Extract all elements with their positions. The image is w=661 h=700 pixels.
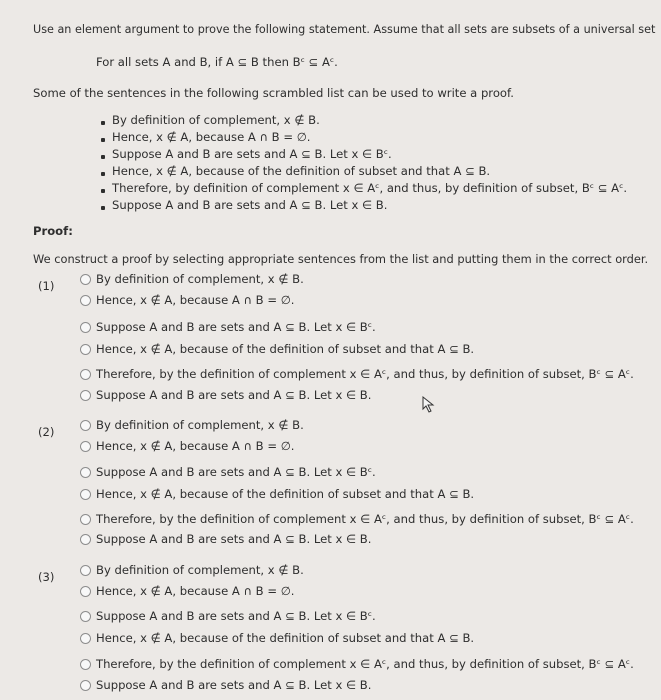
- statement-text: For all sets A and B, if A ⊆ B then Bᶜ ⊆ Aᶜ.: [96, 55, 338, 69]
- proof-intro: We construct a proof by selecting appropriate sentences from the list and putting them in the correct order.: [33, 252, 649, 266]
- list-item: Hence, x ∉ A, because A ∩ B = ∅.: [112, 130, 311, 144]
- list-item: Suppose A and B are sets and A ⊆ B. Let x ∈ B.: [112, 198, 388, 212]
- radio-button[interactable]: [80, 322, 91, 333]
- option-text[interactable]: By definition of complement, x ∉ B.: [96, 418, 304, 432]
- option-text[interactable]: Suppose A and B are sets and A ⊆ B. Let x ∈ Bᶜ.: [96, 320, 376, 334]
- radio-button[interactable]: [80, 680, 91, 691]
- bullet-icon: [101, 189, 105, 193]
- option-text[interactable]: Hence, x ∉ A, because A ∩ B = ∅.: [96, 439, 295, 453]
- radio-button[interactable]: [80, 659, 91, 670]
- list-item: Suppose A and B are sets and A ⊆ B. Let x ∈ Bᶜ.: [112, 147, 392, 161]
- radio-button[interactable]: [80, 390, 91, 401]
- bullet-icon: [101, 155, 105, 159]
- option-text[interactable]: By definition of complement, x ∉ B.: [96, 272, 304, 286]
- option-text[interactable]: Suppose A and B are sets and A ⊆ B. Let x ∈ B.: [96, 532, 372, 546]
- radio-button[interactable]: [80, 489, 91, 500]
- option-text[interactable]: Suppose A and B are sets and A ⊆ B. Let x ∈ B.: [96, 388, 372, 402]
- bullet-icon: [101, 206, 105, 210]
- step-label: (3): [38, 570, 55, 584]
- radio-button[interactable]: [80, 274, 91, 285]
- radio-button[interactable]: [80, 514, 91, 525]
- list-item: Therefore, by definition of complement x ∈ Aᶜ, and thus, by definition of subset, Bᶜ ⊆ Aᶜ.: [112, 181, 628, 195]
- option-text[interactable]: Hence, x ∉ A, because of the definition of subset and that A ⊆ B.: [96, 631, 475, 645]
- option-text[interactable]: Hence, x ∉ A, because A ∩ B = ∅.: [96, 584, 295, 598]
- radio-button[interactable]: [80, 344, 91, 355]
- radio-button[interactable]: [80, 534, 91, 545]
- radio-button[interactable]: [80, 467, 91, 478]
- option-text[interactable]: Hence, x ∉ A, because A ∩ B = ∅.: [96, 293, 295, 307]
- radio-button[interactable]: [80, 441, 91, 452]
- bullet-icon: [101, 172, 105, 176]
- option-text[interactable]: Suppose A and B are sets and A ⊆ B. Let x ∈ Bᶜ.: [96, 465, 376, 479]
- option-text[interactable]: Therefore, by the definition of complement x ∈ Aᶜ, and thus, by definition of subset, Bᶜ ⊆ Aᶜ.: [96, 367, 634, 381]
- scrambled-intro: Some of the sentences in the following scrambled list can be used to write a proof.: [33, 86, 514, 100]
- instructions-text: Use an element argument to prove the following statement. Assume that all sets are subsets of a universal set: [33, 23, 656, 36]
- mouse-pointer-icon: [421, 395, 437, 414]
- radio-button[interactable]: [80, 586, 91, 597]
- option-text[interactable]: Suppose A and B are sets and A ⊆ B. Let x ∈ B.: [96, 678, 372, 692]
- radio-button[interactable]: [80, 369, 91, 380]
- radio-button[interactable]: [80, 565, 91, 576]
- radio-button[interactable]: [80, 633, 91, 644]
- step-label: (1): [38, 279, 55, 293]
- option-text[interactable]: Hence, x ∉ A, because of the definition of subset and that A ⊆ B.: [96, 487, 475, 501]
- radio-button[interactable]: [80, 295, 91, 306]
- step-label: (2): [38, 425, 55, 439]
- bullet-icon: [101, 121, 105, 125]
- option-text[interactable]: By definition of complement, x ∉ B.: [96, 563, 304, 577]
- list-item: By definition of complement, x ∉ B.: [112, 113, 320, 127]
- bullet-icon: [101, 138, 105, 142]
- proof-label: Proof:: [33, 224, 73, 238]
- option-text[interactable]: Therefore, by the definition of complement x ∈ Aᶜ, and thus, by definition of subset, Bᶜ ⊆ Aᶜ.: [96, 657, 634, 671]
- radio-button[interactable]: [80, 611, 91, 622]
- radio-button[interactable]: [80, 420, 91, 431]
- list-item: Hence, x ∉ A, because of the definition of subset and that A ⊆ B.: [112, 164, 491, 178]
- option-text[interactable]: Suppose A and B are sets and A ⊆ B. Let x ∈ Bᶜ.: [96, 609, 376, 623]
- option-text[interactable]: Therefore, by the definition of complement x ∈ Aᶜ, and thus, by definition of subset, Bᶜ ⊆ Aᶜ.: [96, 512, 634, 526]
- option-text[interactable]: Hence, x ∉ A, because of the definition of subset and that A ⊆ B.: [96, 342, 475, 356]
